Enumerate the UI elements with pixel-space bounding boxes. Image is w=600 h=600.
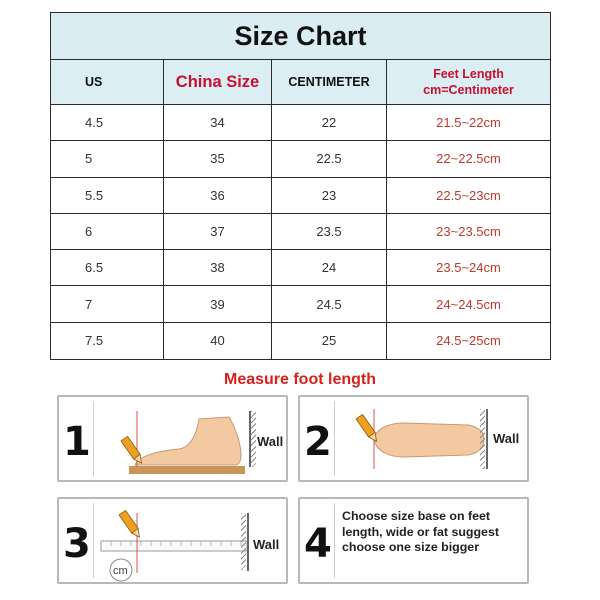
step-number: 3 [63,521,91,567]
pencil-icon [121,436,145,465]
pencil-icon [356,414,380,443]
wall-hatch [480,409,485,469]
foot-shape [374,423,484,457]
size-advice-text: Choose size base on feet length, wide or fat suggest choose one size bigger [342,509,499,554]
panel-divider [334,401,335,476]
step-number: 4 [304,521,332,567]
ruler-bar [101,541,247,551]
table-row [51,250,550,286]
panel-divider [93,401,94,476]
cell-us: 7.5 [51,323,164,359]
wall-hatch [251,411,256,467]
foot-shape [135,417,241,465]
cell-feet-length: 24~24.5cm [436,296,501,312]
panel-divider [93,503,94,578]
step-number: 1 [63,419,91,465]
cell-feet-length: 23~23.5cm [436,224,501,240]
table-row [51,141,550,177]
foot-side-view-illustration [99,403,249,479]
cell-centimeter: 25 [272,323,387,359]
cell-us: 7 [51,286,164,321]
wall-label: Wall [493,431,520,446]
cell-feet-length: 24.5~25cm [436,333,501,349]
floor-strip [129,466,245,474]
cell-centimeter: 23 [272,178,387,213]
wall-hatch [241,513,246,571]
cell-china-size: 34 [164,105,272,140]
wall-line [486,409,488,469]
table-row [51,105,550,141]
cell-china-size: 39 [164,286,272,321]
measure-step-1-panel [57,395,288,482]
wall-label: Wall [253,537,280,552]
cell-centimeter: 24.5 [272,286,387,321]
cell-centimeter: 24 [272,250,387,285]
cell-china-size: 36 [164,178,272,213]
panel-divider [334,503,335,578]
size-chart-table [50,12,551,360]
pencil-icon [119,510,143,539]
cell-china-size: 37 [164,214,272,249]
header-us: US [51,60,164,104]
cell-feet-length: 21.5~22cm [436,115,501,131]
header-feet-length-line2: cm=Centimeter [423,83,514,97]
table-row [51,323,550,359]
size-chart-title: Size Chart [51,13,550,60]
measure-foot-length-title: Measure foot length [223,371,376,388]
size-chart-header-row [51,60,550,105]
wall-line [247,513,249,571]
foot-top-view-illustration [340,403,490,479]
unit-label: cm [113,565,128,577]
cell-us: 6.5 [51,250,164,285]
cell-us: 4.5 [51,105,164,140]
measure-step-2-panel [298,395,529,482]
cell-feet-length: 23.5~24cm [436,260,501,276]
cell-centimeter: 22.5 [272,141,387,176]
table-row [51,178,550,214]
cell-centimeter: 23.5 [272,214,387,249]
table-row [51,286,550,322]
cell-us: 5.5 [51,178,164,213]
cell-china-size: 38 [164,250,272,285]
cell-feet-length: 22~22.5cm [436,151,501,167]
measure-step-3-panel [57,497,288,584]
cell-us: 5 [51,141,164,176]
step-number: 2 [304,419,332,465]
cell-centimeter: 22 [272,105,387,140]
header-china-size: China Size [164,60,272,104]
header-feet-length [387,60,550,104]
table-row [51,214,550,250]
header-feet-length-line1: Feet Length [433,67,504,81]
cell-china-size: 40 [164,323,272,359]
cell-china-size: 35 [164,141,272,176]
wall-label: Wall [257,434,284,449]
cell-us: 6 [51,214,164,249]
header-centimeter: CENTIMETER [272,60,387,104]
measure-step-4-panel [298,497,529,584]
cell-feet-length: 22.5~23cm [436,187,501,203]
